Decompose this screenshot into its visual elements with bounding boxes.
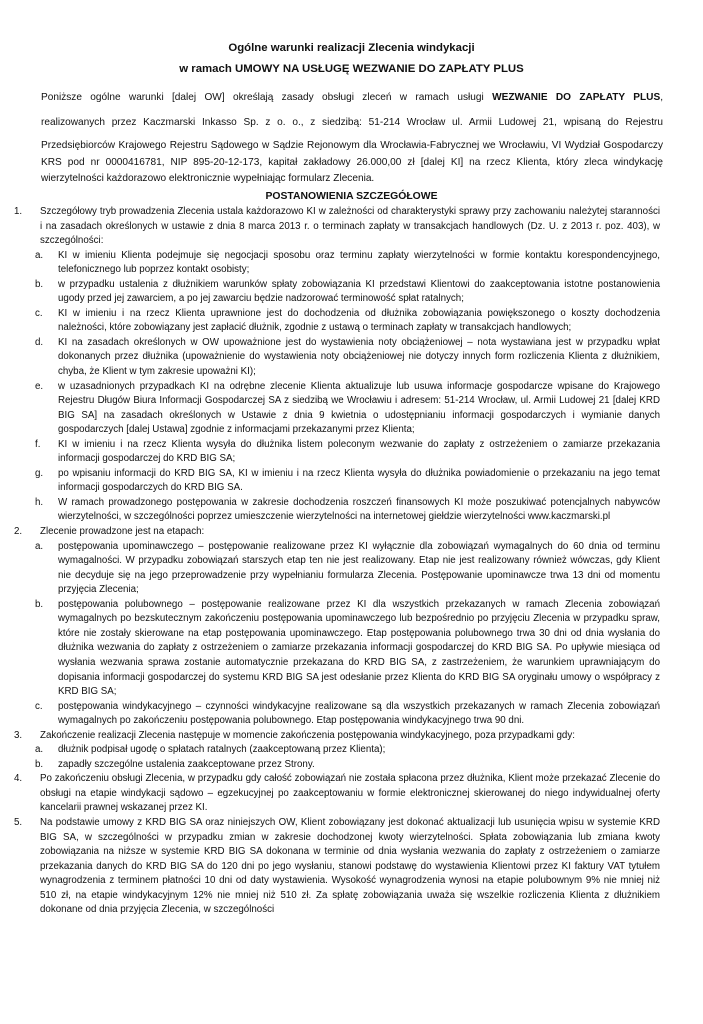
provision-text: Zakończenie realizacji Zlecenia następuje w momencie zakończenia postępowania windykacyjnego, poza przypadkami gdy: [40, 729, 575, 741]
sub-letter: a. [35, 540, 44, 552]
provision-1-c [14, 307, 660, 336]
intro-text-1-end: , [660, 92, 664, 103]
provision-1-a [14, 249, 660, 278]
provision-2-c [14, 700, 660, 729]
provision-number: 2. [14, 526, 23, 538]
sub-letter: e. [35, 380, 44, 392]
sub-text: KI w imieniu Klienta podejmuje się negocjacji sposobu oraz terminu zapłaty wierzytelności w formie kontaktu korespondencyjnego, telefonicznego lub poprzez kontakt osobisty; [58, 249, 660, 276]
sub-letter: c. [35, 700, 43, 712]
intro-text-1: Poniższe ogólne warunki [dalej OW] określają zasady obsługi zleceń w ramach usługi [41, 92, 493, 103]
provision-1-e [14, 380, 660, 438]
provision-4 [14, 772, 660, 816]
provision-text: Na podstawie umowy z KRD BIG SA oraz niniejszych OW, Klient zobowiązany jest dokonać aktualizacji lub usunięcia wpisu w systemie KRD BIG SA, w szczególności w przypadku zmian w zakresie dochodzonej kwoty wierzytelności. Spłata zobowiązania lub zmiana kwoty zobowiązania na niższe w systemie KRD BIG SA dokonana w terminie od dnia wysłania wezwania do zapłaty z ostrzeżeniem o zamiarze przekazania danych do KRD BIG SA do 120 dni po jego wysłaniu, stanowi podstawę do wystawienia Klientowi przez KI faktury VAT tytułem wynagrodzenia z terminem płatności 10 dni od daty wystawienia. Wysokość wynagrodzenia wynosi na etapie polubownym 9% nie mniej niż 510 zł, na etapie windykacyjnym 12% nie mniej niż 510 zł. Za spłatę zobowiązania uważa się wszelkie rozliczenia Klienta z dłużnikiem dokonane od dnia przyjęcia Zlecenia, w szczególności [40, 816, 660, 916]
sub-text: w uzasadnionych przypadkach KI na odrębne zlecenie Klienta aktualizuje lub usuwa informacje gospodarcze wpisane do Krajowego Rejestru Długów Biura Informacji Gospodarczej SA z siedzibą we Wrocławiu i adresem: 51-214 Wrocław, ul. Armii Ludowej 21 [dalej KRD BIG SA] na zasadach określonych w Ustawie z dnia 9 kwietnia o udostępnianiu informacji gospodarczych i wymianie danych gospodarczych [dalej Ustawa] zgodnie z informacjami przekazanymi przez Klienta; [58, 380, 660, 436]
provision-text: Szczegółowy tryb prowadzenia Zlecenia ustala każdorazowo KI w zależności od charakterystyki sprawy przy zachowaniu należytej staranności i na zasadach określonych w ustawie z dnia 8 marca 2013 r. o terminach zapłaty w transakcjach handlowych (Dz. U. z 2013 r. poz. 403), w szczególności: [40, 206, 660, 247]
provision-text: Zlecenie prowadzone jest na etapach: [40, 526, 205, 538]
sub-letter: f. [35, 438, 41, 450]
sub-letter: b. [35, 278, 44, 290]
section-title: POSTANOWIENIA SZCZEGÓŁOWE [265, 191, 438, 202]
provision-1-f [14, 438, 660, 467]
sub-text: KI na zasadach określonych w OW upoważnione jest do wystawienia noty obciążeniowej – nota wystawiana jest w przypadku wpłat dokonanych przez dłużnika (upoważnienie do wystawienia noty obciążeniowej nie dotyczy innych form rozliczenia Klienta z dłużnikiem, chyba, że Klient w tym zakresie upoważni KI); [58, 336, 660, 378]
intro-paragraph-2: realizowanych przez Kaczmarski Inkasso Sp. z o. o., z siedzibą: 51-214 Wrocław ul. Armii Ludowej 21, wpisaną do Rejestru [41, 116, 663, 128]
sub-text: postępowania windykacyjnego – czynności windykacyjne realizowane są dla wszystkich przekazanych w ramach Zlecenia zobowiązań wymagalnych po zakończeniu postępowania polubownego. Etap postępowania windykacyjnego trwa 90 dni. [58, 700, 660, 727]
sub-letter: a. [35, 744, 44, 756]
sub-text: zapadły szczególne ustalenia zaakceptowane przez Strony. [58, 758, 315, 770]
provision-5 [14, 816, 660, 918]
sub-text: KI w imieniu i na rzecz Klienta uprawnione jest do dochodzenia od dłużnika zobowiązania powiększonego o koszty dochodzenia należności, które zobowiązany jest zapłacić dłużnik, zgodnie z ustawą o terminach zapłaty w transakcjach handlowych; [58, 307, 660, 334]
provision-1 [14, 205, 660, 249]
sub-letter: d. [35, 336, 44, 348]
sub-text: po wpisaniu informacji do KRD BIG SA, KI w imieniu i na rzecz Klienta wysyła do dłużnika powiadomienie o przekazaniu na jego temat informacji gospodarczych do KRD BIG SA. [58, 467, 660, 494]
sub-letter: g. [35, 467, 44, 479]
provision-2 [14, 525, 660, 540]
provision-number: 4. [14, 773, 23, 785]
provision-1-d [14, 336, 660, 380]
provision-3-b [14, 758, 660, 773]
intro-paragraph-1 [41, 90, 663, 107]
provision-2-b [14, 598, 660, 700]
sub-letter: h. [35, 496, 44, 508]
intro [41, 90, 663, 196]
sub-letter: b. [35, 598, 44, 610]
provision-number: 1. [14, 206, 23, 217]
sub-letter: a. [35, 249, 44, 261]
sub-text: w przypadku ustalenia z dłużnikiem warunków spłaty zobowiązania KI przedstawi Klientowi do zaakceptowania istotne postanowienia ugody przed jej zawarciem, a po jej zawarciu będzie nadzorować terminowość spłat ratalnych; [58, 278, 660, 305]
provisions-list [14, 205, 660, 918]
provision-number: 5. [14, 816, 23, 828]
sub-text: KI w imieniu i na rzecz Klienta wysyła do dłużnika listem poleconym wezwanie do zapłaty z ostrzeżeniem o zamiarze przekazania informacji gospodarczej do KRD BIG SA; [58, 438, 660, 465]
sub-text: postępowania polubownego – postępowanie realizowane przez KI dla wszystkich przekazanych w ramach Zlecenia zobowiązań wymagalnych po bezskutecznym zakończeniu postępowania upominawczego lub bezpośrednio po przyjęciu Zlecenia w przypadku spraw, które nie zostały skierowane na etap postępowania upominawczego. Etap postępowania polubownego trwa 30 dni od dnia wysłania do dłużnika wezwania do zapłaty z ostrzeżeniem o zamiarze przekazania informacji gospodarczej do KRD BIG SA. Po upływie miesiąca od wysłania wezwania sprawa zostanie automatycznie przekazana do KRD BIG SA, z zastrzeżeniem, że warunkiem uprawniającym do dopisania informacji gospodarczej do systemu KRD BIG SA jest odesłanie przez Klienta do KRD BIG SA oryginału umowy o współpracy z KRD BIG SA; [58, 598, 660, 698]
intro-paragraph-3: Przedsiębiorców Krajowego Rejestru Sądowego w Sądzie Rejonowym dla Wrocławia-Fabrycznej we Wrocławiu, VI Wydział Gospodarczy KRS pod nr 0000416781, NIP 895-20-12-173, kapitał zakładowy 26.000,00 zł [dalej KI] na rzecz Klienta, który zleca windykację wierzytelności każdorazowo elektronicznie wypełniając formularz Zlecenia. [41, 140, 663, 185]
sub-letter: b. [35, 758, 44, 770]
sub-text: postępowania upominawczego – postępowanie realizowane przez KI wyłącznie dla zobowiązań wymagalnych do 60 dnia od terminu wymagalności. W przypadku zobowiązań starszych etap ten nie jest realizowany. Etap nie jest realizowany również wówczas, gdy Klient nie decyduje się na jego przeprowadzenie przy wypełnianiu formularza Zlecenia. Postępowanie upominawcze trwa 13 dni od momentu przyjęcia Zlecenia; [58, 540, 660, 596]
provision-1-g [14, 467, 660, 496]
provision-text: Po zakończeniu obsługi Zlecenia, w przypadku gdy całość zobowiązań nie została spłacona przez dłużnika, Klient może przekazać Zlecenie do obsługi na etapie windykacji sądowo – egzekucyjnej po zaakceptowaniu w formie elektronicznej skierowanej do niego indywidualnej oferty kancelarii prawnej wskazanej przez KI. [40, 773, 660, 814]
provision-1-b [14, 278, 660, 307]
provision-3-a [14, 743, 660, 758]
provision-3 [14, 729, 660, 744]
provision-2-a [14, 540, 660, 598]
provision-number: 3. [14, 729, 23, 741]
sub-letter: c. [35, 307, 43, 319]
sub-text: dłużnik podpisał ugodę o spłatach ratalnych (zaakceptowaną przez Klienta); [58, 744, 386, 756]
document-title-line-2: w ramach UMOWY NA USŁUGĘ WEZWANIE DO ZAPŁATY PLUS [179, 63, 524, 75]
service-name: WEZWANIE DO ZAPŁATY PLUS [492, 92, 661, 103]
sub-text: W ramach prowadzonego postępowania w zakresie dochodzenia roszczeń finansowych KI może poszukiwać potencjalnych nabywców wierzytelności, w szczególności poprzez umieszczenie wierzytelności na internetowej giełdzie wierzytelności www.kaczmarski.pl [58, 496, 660, 523]
provision-1-h [14, 496, 660, 525]
document-title-line-1: Ogólne warunki realizacji Zlecenia windykacji [228, 42, 475, 54]
